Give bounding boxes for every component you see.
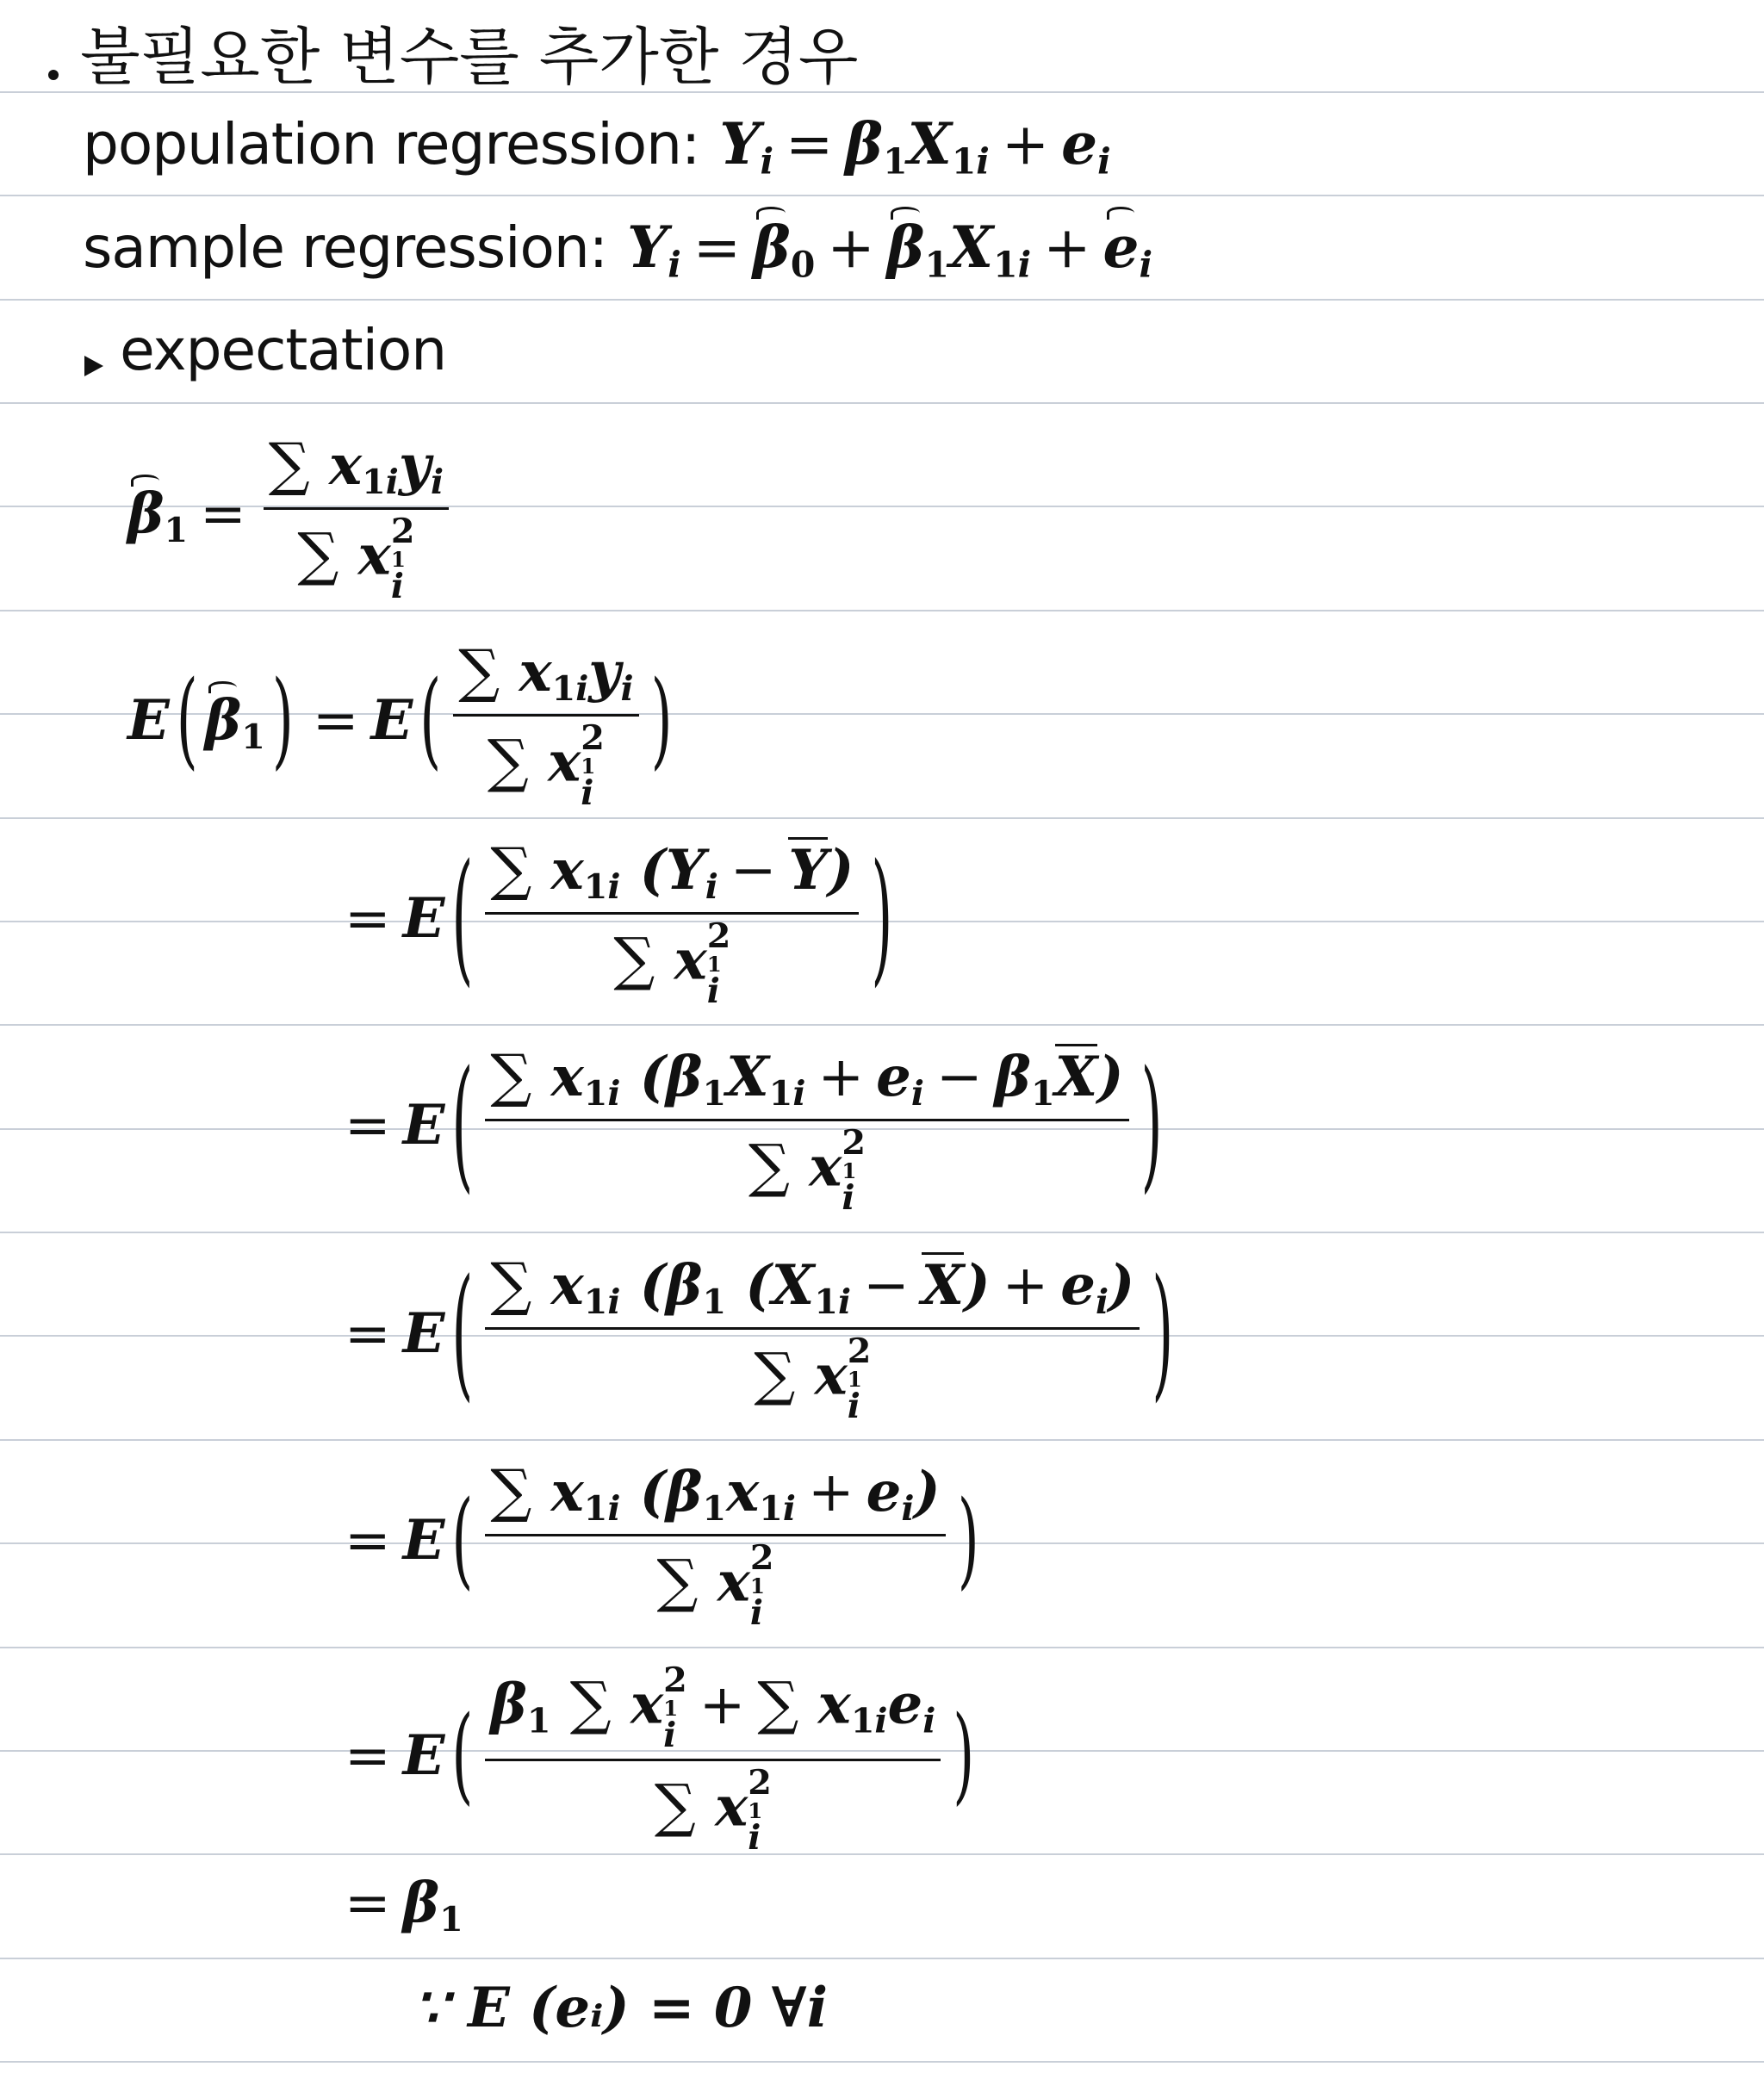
expectation-label: expectation	[120, 317, 447, 383]
section-heading: 불필요한 변수를 추가한 경우	[80, 21, 859, 93]
expectation-step-4: = E ( ∑ $x_{1i}$ ($\beta_1$ $(X_{1i} - X) + e_i$) ∑ x 2 1 i )	[345, 1251, 1174, 1427]
bullet-dot-icon	[48, 70, 59, 80]
expectation-result: = $\beta_1$	[345, 1871, 463, 1940]
triangle-bullet-icon	[84, 356, 103, 376]
population-equation: $Y_i = \beta_1X_{1i} + e_i$	[719, 110, 1111, 183]
population-regression-line	[83, 110, 1764, 182]
heading-line	[48, 7, 1764, 96]
expectation-step-1: E ( $\beta_1$ ) = E ( ∑ $x_{1i}y_i$ ∑ x 2 1 i )	[127, 637, 673, 814]
population-label: population regression:	[83, 111, 700, 177]
expectation-step-5: = E ( ∑ $x_{1i}$ $(\beta_1x_{1i} + e_i)$ ∑ x 2 1 i )	[345, 1457, 979, 1634]
sample-equation: $Y_i = \beta_0 + \beta_1X_{1i} + e_i$	[627, 214, 1153, 286]
expectation-step-2: = E ( ∑ $x_{1i}$ $(Y_i - Y)$ ∑ x 2 1 i )	[345, 835, 893, 1012]
sample-regression-line	[83, 214, 1764, 285]
because-note: ∵ E (eᵢ) = 0 ∀i	[413, 1976, 828, 2040]
expectation-step-6: = E ( $\beta_1$ ∑ x 2 1 i + ∑ $x_{1i}e_i$ ∑ x 2 1 i )	[345, 1660, 975, 1859]
expectation-line	[84, 317, 1764, 383]
sample-label: sample regression:	[83, 214, 607, 281]
beta-hat-formula: $\beta_1$ = ∑ $x_{1i}y_i$ ∑ x 2 1 i	[127, 431, 1764, 605]
expectation-step-3: = E ( ∑ $x_{1i}$ $(\beta_1X_{1i} + e_i - \beta_1X)$ ∑ x 2 1 i )	[345, 1042, 1163, 1219]
